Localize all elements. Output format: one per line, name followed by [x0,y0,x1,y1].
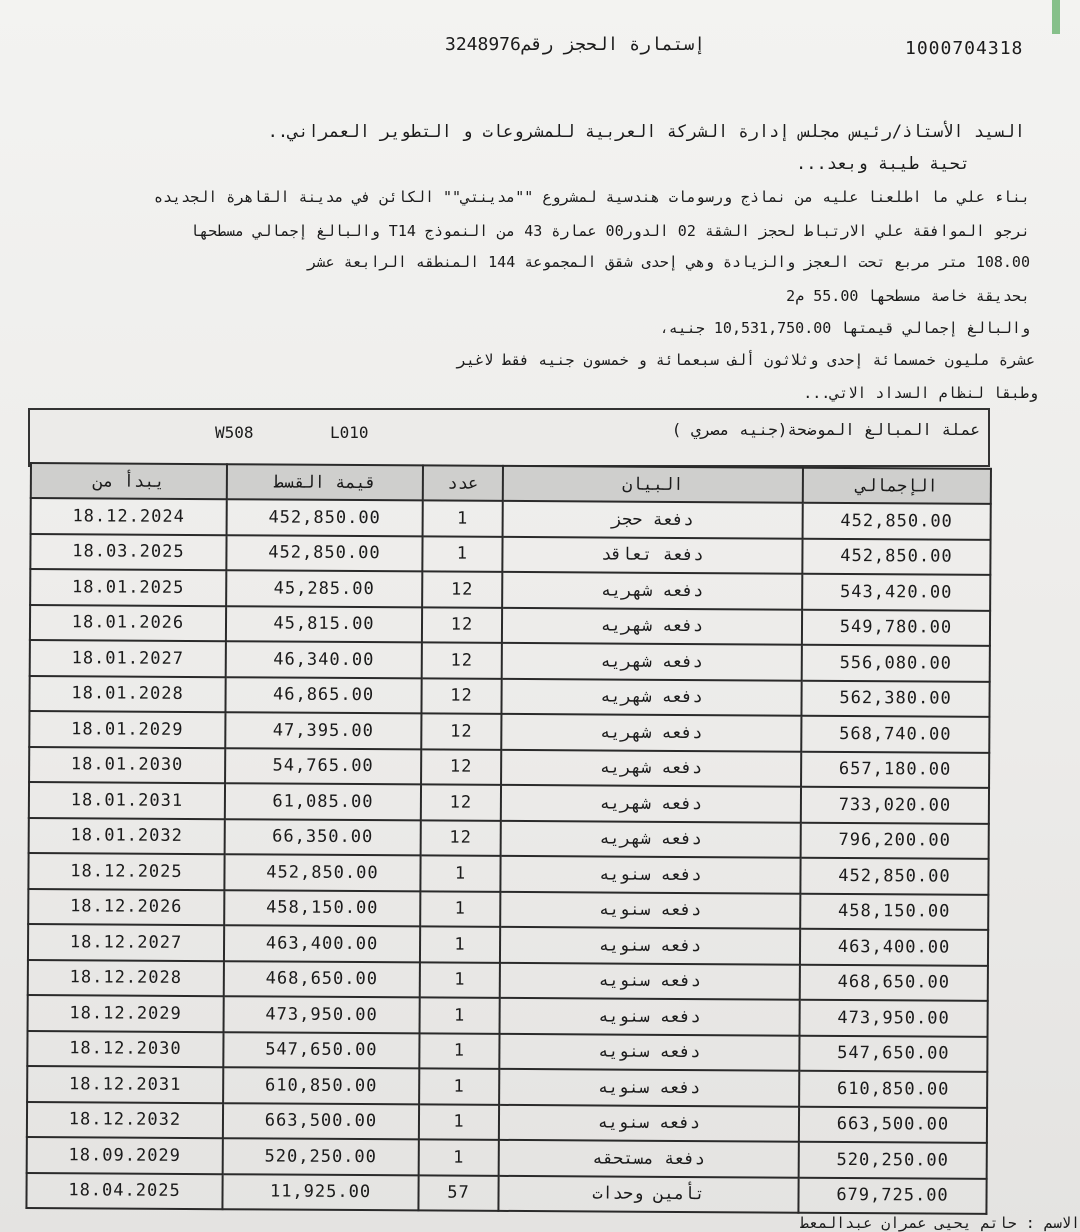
cell-installment: 452,850.00 [224,854,420,891]
cell-installment: 520,250.00 [223,1138,419,1175]
cell-installment: 452,850.00 [227,499,423,536]
cell-description: دفعه سنويه [499,1069,799,1106]
table-row [29,747,989,788]
cell-description: دفعه سنويه [500,891,800,928]
cell-installment: 61,085.00 [225,783,421,820]
cell-installment: 663,500.00 [223,1103,419,1140]
cell-start: 18.01.2030 [29,747,225,784]
header-start: يبدأ من [31,463,227,499]
cell-description: دفعه شهريه [501,678,801,715]
table-row [31,498,991,539]
cell-installment: 547,650.00 [223,1032,419,1069]
cell-count: 12 [421,713,501,749]
cell-start: 18.12.2028 [28,959,224,996]
cell-start: 18.12.2026 [28,888,224,925]
cell-count: 12 [422,571,502,607]
table-row [30,569,990,610]
cell-count: 1 [423,500,503,536]
header-description: البيان [503,466,803,503]
cell-count: 1 [420,891,500,927]
cell-start: 18.01.2031 [29,782,225,819]
cell-start: 18.01.2027 [30,640,226,677]
cell-installment: 66,350.00 [225,819,421,856]
cell-total: 468,650.00 [800,964,988,1001]
cell-installment: 46,340.00 [226,641,422,678]
cell-start: 18.12.2031 [27,1066,223,1103]
cell-description: دفعة حجز [503,501,803,538]
cell-installment: 45,285.00 [226,570,422,607]
cell-description: دفعه شهريه [501,749,801,786]
cell-installment: 47,395.00 [225,712,421,749]
cell-count: 12 [421,678,501,714]
cell-count: 12 [422,607,502,643]
cell-total: 610,850.00 [799,1071,987,1108]
table-row [30,605,990,646]
cell-count: 12 [421,820,501,856]
cell-total: 733,020.00 [801,787,989,824]
cell-count: 1 [422,536,502,572]
table-row [28,995,988,1036]
name-line: الاسم : حاتم يحيى عمران عبدالمعط [800,1214,1080,1232]
cell-installment: 463,400.00 [224,925,420,962]
cell-description: دفعة مستحقه [499,1140,799,1177]
cell-count: 1 [419,1033,499,1069]
letter-line-5: والبالغ إجمالي قيمتها 10,531,750.00 جنيه، [659,319,1030,337]
table-row [29,711,989,752]
greeting-line: تحية طيبة وبعد... [796,154,970,174]
table-row [26,1172,986,1213]
cell-description: دفعه سنويه [500,962,800,999]
cell-total: 547,650.00 [799,1035,987,1072]
cell-start: 18.12.2029 [28,995,224,1032]
letter-line-7: وطبقا لنظام السداد الاتي... [803,384,1038,402]
cell-count: 12 [421,784,501,820]
cell-total: 796,200.00 [801,822,989,859]
code-l: L010 [330,423,369,442]
cell-start: 18.01.2026 [30,605,226,642]
code-w: W508 [215,423,254,442]
header-count: عدد [423,465,503,500]
cell-start: 18.04.2025 [26,1172,222,1209]
cell-total: 663,500.00 [799,1106,987,1143]
payment-schedule-table [25,462,992,1215]
cell-start: 18.01.2029 [29,711,225,748]
table-header-row [31,463,991,504]
header-total: الإجمالي [803,468,991,504]
cell-start: 18.12.2032 [27,1101,223,1138]
table-row [29,676,989,717]
cell-count: 57 [418,1175,498,1211]
cell-start: 18.03.2025 [30,534,226,571]
cell-total: 679,725.00 [798,1177,986,1214]
table-row [27,1101,987,1142]
cell-total: 562,380.00 [801,680,989,717]
cell-start: 18.12.2024 [31,498,227,535]
cell-count: 1 [419,1104,499,1140]
salutation-line: السيد الأستاذ/رئيس مجلس إدارة الشركة العربية للمشروعات و التطوير العمراني.. [267,122,1025,142]
cell-installment: 11,925.00 [222,1174,418,1211]
cell-start: 18.09.2029 [27,1137,223,1174]
form-title: إستمارة الحجز رقم3248976 [445,34,706,55]
cell-start: 18.01.2032 [29,817,225,854]
table-row [30,534,990,575]
cell-description: دفعه سنويه [500,856,800,893]
cell-installment: 458,150.00 [224,890,420,927]
cell-description: دفعه شهريه [502,643,802,680]
cell-total: 458,150.00 [800,893,988,930]
cell-description: دفعه شهريه [502,607,802,644]
cell-description: دفعة تعاقد [502,536,802,573]
green-tab-mark [1052,0,1060,34]
cell-start: 18.12.2025 [28,853,224,890]
letter-line-6: عشرة مليون خمسمائة إحدى وثلاثون ألف سبعمائة و خمسون جنيه فقط لاغير [457,351,1035,369]
cell-description: دفعه سنويه [499,1104,799,1141]
cell-count: 1 [420,926,500,962]
cell-total: 452,850.00 [802,538,990,575]
cell-total: 657,180.00 [801,751,989,788]
cell-description: دفعه شهريه [502,572,802,609]
table-row [28,924,988,965]
cell-count: 12 [422,642,502,678]
cell-total: 543,420.00 [802,574,990,611]
cell-total: 520,250.00 [799,1142,987,1179]
cell-total: 549,780.00 [802,609,990,646]
cell-start: 18.12.2030 [27,1030,223,1067]
cell-count: 1 [419,1068,499,1104]
cell-total: 473,950.00 [800,1000,988,1037]
cell-start: 18.12.2027 [28,924,224,961]
cell-description: تأمين وحدات [498,1175,798,1212]
table-row [28,888,988,929]
table-row [27,1030,987,1071]
cell-total: 452,850.00 [803,503,991,540]
cell-description: دفعه سنويه [500,927,800,964]
letter-line-4: بحديقة خاصة مسطحها 55.00 م2 [786,287,1030,305]
letter-line-2: نرجو الموافقة علي الارتباط لحجز الشقة 02 الدور00 عمارة 43 من النموذج T14 والبالغ إجمالي مسطحها [190,222,1030,240]
cell-description: دفعه سنويه [499,1033,799,1070]
table-row [28,959,988,1000]
cell-start: 18.01.2028 [29,676,225,713]
reference-number: 1000704318 [905,38,1024,59]
cell-total: 568,740.00 [801,716,989,753]
cell-description: دفعه سنويه [500,998,800,1035]
cell-count: 1 [420,855,500,891]
table-row [28,853,988,894]
cell-total: 452,850.00 [800,858,988,895]
cell-installment: 610,850.00 [223,1067,419,1104]
currency-label: عملة المبالغ الموضحة(جنيه مصري ) [671,420,980,439]
cell-description: دفعه شهريه [501,820,801,857]
cell-description: دفعه شهريه [501,714,801,751]
cell-count: 1 [420,962,500,998]
header-installment: قيمة القسط [227,464,423,500]
cell-installment: 452,850.00 [226,535,422,572]
cell-count: 1 [419,1139,499,1175]
cell-installment: 45,815.00 [226,606,422,643]
cell-installment: 54,765.00 [225,748,421,785]
cell-count: 1 [420,997,500,1033]
table-row [29,817,989,858]
cell-installment: 46,865.00 [225,677,421,714]
cell-total: 463,400.00 [800,929,988,966]
letter-line-1: بناء علي ما اطلعنا عليه من نماذج ورسومات هندسية لمشروع ""مدينتي"" الكائن في مدينة القاهرة الجديده [154,188,1030,206]
currency-box [28,408,990,467]
cell-total: 556,080.00 [802,645,990,682]
cell-start: 18.01.2025 [30,569,226,606]
table-row [30,640,990,681]
cell-installment: 468,650.00 [224,961,420,998]
table-row [27,1137,987,1178]
letter-line-3: 108.00 متر مربع تحت العجز والزيادة وهي إحدى شقق المجموعة 144 المنطقه الرابعة عشر [307,253,1030,271]
table-row [27,1066,987,1107]
cell-count: 12 [421,749,501,785]
cell-installment: 473,950.00 [224,996,420,1033]
cell-description: دفعه شهريه [501,785,801,822]
table-row [29,782,989,823]
